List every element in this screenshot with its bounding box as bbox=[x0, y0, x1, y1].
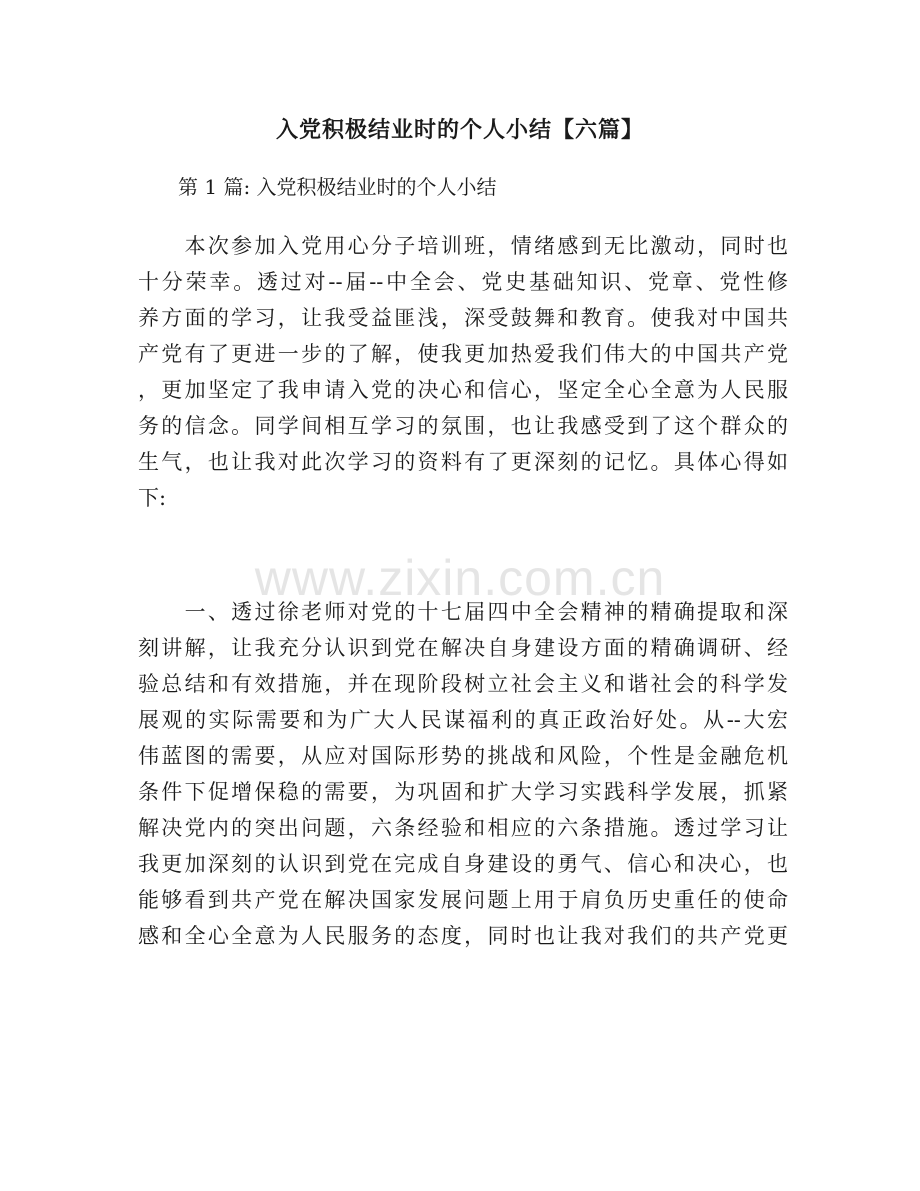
text-line: 十分荣幸。透过对--届--中全会、党史基础知识、党章、党性修 bbox=[138, 270, 788, 294]
text-line: 我更加深刻的认识到党在完成自身建设的勇气、信心和决心，也 bbox=[138, 852, 788, 876]
text-line: 养方面的学习，让我受益匪浅，深受鼓舞和教育。使我对中国共 bbox=[138, 306, 788, 330]
section-heading: 第 1 篇: 入党积极结业时的个人小结 bbox=[178, 175, 497, 199]
text-line: 展观的实际需要和为广大人民谋福利的真正政治好处。从--大宏 bbox=[138, 708, 788, 732]
text-line: 本次参加入党用心分子培训班，情绪感到无比激动，同时也 bbox=[138, 234, 788, 258]
paragraph-point-one bbox=[138, 594, 788, 954]
text-line: 务的信念。同学间相互学习的氛围，也让我感受到了这个群众的 bbox=[138, 414, 788, 438]
text-line: 伟蓝图的需要，从应对国际形势的挑战和风险，个性是金融危机 bbox=[138, 744, 788, 768]
text-line: 解决党内的突出问题，六条经验和相应的六条措施。透过学习让 bbox=[138, 816, 788, 840]
text-line: 生气，也让我对此次学习的资料有了更深刻的记忆。具体心得如 bbox=[138, 450, 788, 474]
text-line: 下: bbox=[138, 486, 167, 510]
text-line: 感和全心全意为人民服务的态度，同时也让我对我们的共产党更 bbox=[138, 924, 788, 948]
text-line: ，更加坚定了我申请入党的决心和信心，坚定全心全意为人民服 bbox=[138, 378, 788, 402]
text-line: 一、透过徐老师对党的十七届四中全会精神的精确提取和深 bbox=[138, 600, 788, 624]
watermark: www.zixin.com.cn bbox=[254, 550, 666, 606]
document-title: 入党积极结业时的个人小结【六篇】 bbox=[275, 117, 644, 143]
text-line: 能够看到共产党在解决国家发展问题上用于肩负历史重任的使命 bbox=[138, 888, 788, 912]
text-line: 验总结和有效措施，并在现阶段树立社会主义和谐社会的科学发 bbox=[138, 672, 788, 696]
text-line: 条件下促增保稳的需要，为巩固和扩大学习实践科学发展，抓紧 bbox=[138, 780, 788, 804]
text-line: 刻讲解，让我充分认识到党在解决自身建设方面的精确调研、经 bbox=[138, 636, 788, 660]
text-line: 产党有了更进一步的了解，使我更加热爱我们伟大的中国共产党 bbox=[138, 342, 788, 366]
paragraph-intro bbox=[138, 228, 788, 516]
